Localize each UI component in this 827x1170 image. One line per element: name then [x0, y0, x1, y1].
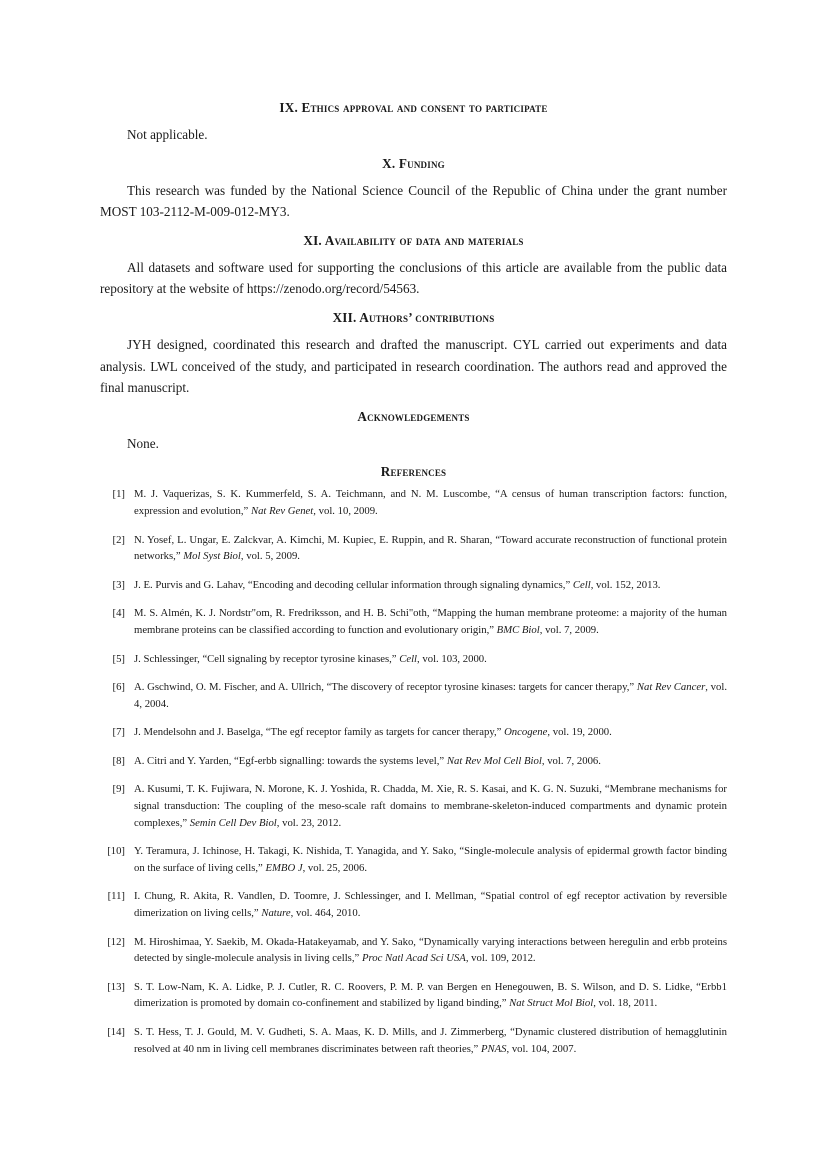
reference-journal: Cell: [399, 652, 418, 665]
reference-number: [6]: [112, 681, 125, 694]
reference-text: J. Mendelsohn and J. Baselga, “The egf receptor family as targets for cancer therapy,” Oncogene, vol. 19, 2000.: [134, 726, 612, 739]
reference-list: [100, 486, 727, 1057]
reference-text: I. Chung, R. Akita, R. Vandlen, D. Toomre, J. Schlessinger, and I. Mellman, “Spatial control of egf receptor activation by reversible dimerization on living cells,” Nature, vol. 464, 2010.: [134, 890, 727, 920]
reference-text: M. J. Vaquerizas, S. K. Kummerfeld, S. A. Teichmann, and N. M. Luscombe, “A census of human transcription factors: function, expression and evolution,” Nat Rev Genet, vol. 10, 2009.: [134, 488, 727, 517]
reference-item: [100, 724, 727, 741]
reference-item: [100, 679, 727, 712]
reference-journal: PNAS: [480, 1042, 507, 1055]
reference-journal: Mol Syst Biol: [183, 550, 241, 563]
reference-journal: Nat Rev Cancer: [636, 681, 706, 694]
reference-item: [100, 1024, 727, 1057]
reference-number: [7]: [112, 726, 125, 739]
reference-journal: BMC Biol: [496, 623, 540, 636]
references-heading: References: [380, 464, 447, 480]
reference-number: [2]: [112, 533, 125, 546]
reference-journal: Proc Natl Acad Sci USA: [361, 952, 466, 965]
reference-journal: Nat Rev Mol Cell Biol: [446, 754, 542, 767]
reference-journal: Cell: [572, 578, 591, 591]
reference-number: [13]: [107, 980, 125, 993]
reference-journal: Oncogene: [504, 726, 548, 739]
section-heading-funding: X. Funding: [382, 155, 445, 171]
reference-number: [14]: [107, 1026, 125, 1038]
reference-number: [4]: [112, 607, 125, 620]
reference-text: A. Citri and Y. Yarden, “Egf-erbb signalling: towards the systems level,” Nat Rev Mol Cell Biol, vol. 7, 2006.: [134, 754, 601, 767]
reference-text: M. S. Almén, K. J. Nordstr"om, R. Fredriksson, and H. B. Schi"oth, “Mapping the human membrane proteome: a majority of the human membrane proteins can be classified according to function and evolutionary origin,” BMC Biol, vol. 7, 2009.: [134, 607, 727, 636]
section-body-ethics: Not applicable.: [127, 127, 208, 142]
reference-text: J. E. Purvis and G. Lahav, “Encoding and decoding cellular information through signaling dynamics,” Cell, vol. 152, 2013.: [134, 578, 661, 591]
section-heading-contributions: XII. Authors’ contributions: [332, 309, 495, 325]
reference-item: [100, 605, 727, 638]
reference-text: S. T. Hess, T. J. Gould, M. V. Gudheti, S. A. Maas, K. D. Mills, and J. Zimmerberg, “Dynamic clustered distribution of hemagglutinin resolved at 40 nm in living cell membranes discriminates between raft theories,” PNAS, vol. 104, 2007.: [134, 1026, 727, 1055]
reference-item: [100, 888, 727, 921]
reference-number: [11]: [107, 890, 125, 903]
reference-journal: Semin Cell Dev Biol: [189, 816, 277, 829]
reference-item: [100, 486, 727, 519]
reference-number: [8]: [112, 754, 125, 767]
reference-item: [100, 979, 727, 1012]
reference-item: [100, 781, 727, 831]
reference-item: [100, 577, 727, 594]
page-content: [100, 98, 727, 1069]
reference-item: [100, 934, 727, 967]
section-body-funding: This research was funded by the National Science Council of the Republic of China under the grant number MOST 103-2112-M-009-012-MY3.: [100, 182, 727, 220]
reference-item: [100, 532, 727, 565]
reference-item: [100, 753, 727, 770]
reference-text: M. Hiroshimaa, Y. Saekib, M. Okada-Hatakeyamab, and Y. Sako, “Dynamically varying interactions between heregulin and erbb proteins detected by single-molecule analysis in living cells,” Proc Natl Acad Sci USA, vol. 109, 2012.: [134, 935, 727, 965]
reference-text: A. Kusumi, T. K. Fujiwara, N. Morone, K. J. Yoshida, R. Chadda, M. Xie, R. S. Kasai, and K. G. N. Suzuki, “Membrane mechanisms for signal transduction: The coupling of the meso-scale raft domains to membrane-skeleton-induced compartments and dynamic protein complexes,” Semin Cell Dev Biol, vol. 23, 2012.: [134, 783, 727, 829]
section-heading-acknowledgements: Acknowledgements: [357, 408, 470, 424]
reference-number: [10]: [107, 845, 125, 858]
section-body-contributions: JYH designed, coordinated this research and drafted the manuscript. CYL carried out experiments and data analysis. LWL conceived of the study, and participated in research coordination. The authors read and approved the final manuscript.: [100, 336, 727, 396]
reference-number: [3]: [112, 578, 125, 591]
section-body-acknowledgements: None.: [127, 435, 159, 451]
reference-journal: Nat Struct Mol Biol: [509, 997, 594, 1010]
reference-number: [12]: [107, 935, 125, 948]
section-heading-availability: XI. Availability of data and materials: [303, 232, 524, 248]
reference-journal: EMBO J: [265, 861, 303, 874]
reference-item: [100, 651, 727, 668]
reference-item: [100, 843, 727, 876]
reference-journal: Nat Rev Genet: [250, 504, 314, 517]
reference-number: [1]: [112, 488, 125, 501]
reference-number: [9]: [112, 783, 125, 796]
reference-journal: Nature: [261, 907, 291, 920]
reference-text: Y. Teramura, J. Ichinose, H. Takagi, K. Nishida, T. Yanagida, and Y. Sako, “Single-molecule analysis of epidermal growth factor binding on the surface of living cells,” EMBO J, vol. 25, 2006.: [134, 845, 727, 874]
section-body-availability: All datasets and software used for supporting the conclusions of this article are available from the public data repository at the website of https://zenodo.org/record/54563.: [100, 259, 727, 297]
reference-text: S. T. Low-Nam, K. A. Lidke, P. J. Cutler, R. C. Roovers, P. M. P. van Bergen en Henegouwen, B. S. Wilson, and D. S. Lidke, “Erbb1 dimerization is promoted by domain co-confinement and stabilized by ligand binding,” Nat Struct Mol Biol, vol. 18, 2011.: [134, 980, 727, 1010]
reference-text: J. Schlessinger, “Cell signaling by receptor tyrosine kinases,” Cell, vol. 103, 2000.: [134, 652, 487, 665]
reference-number: [5]: [112, 652, 125, 665]
reference-text: N. Yosef, L. Ungar, E. Zalckvar, A. Kimchi, M. Kupiec, E. Ruppin, and R. Sharan, “Toward accurate reconstruction of functional protein networks,” Mol Syst Biol, vol. 5, 2009.: [134, 533, 727, 563]
section-heading-ethics: IX. Ethics approval and consent to participate: [279, 100, 548, 115]
reference-text: A. Gschwind, O. M. Fischer, and A. Ullrich, “The discovery of receptor tyrosine kinases: targets for cancer therapy,” Nat Rev Cancer, vol. 4, 2004.: [134, 681, 728, 710]
